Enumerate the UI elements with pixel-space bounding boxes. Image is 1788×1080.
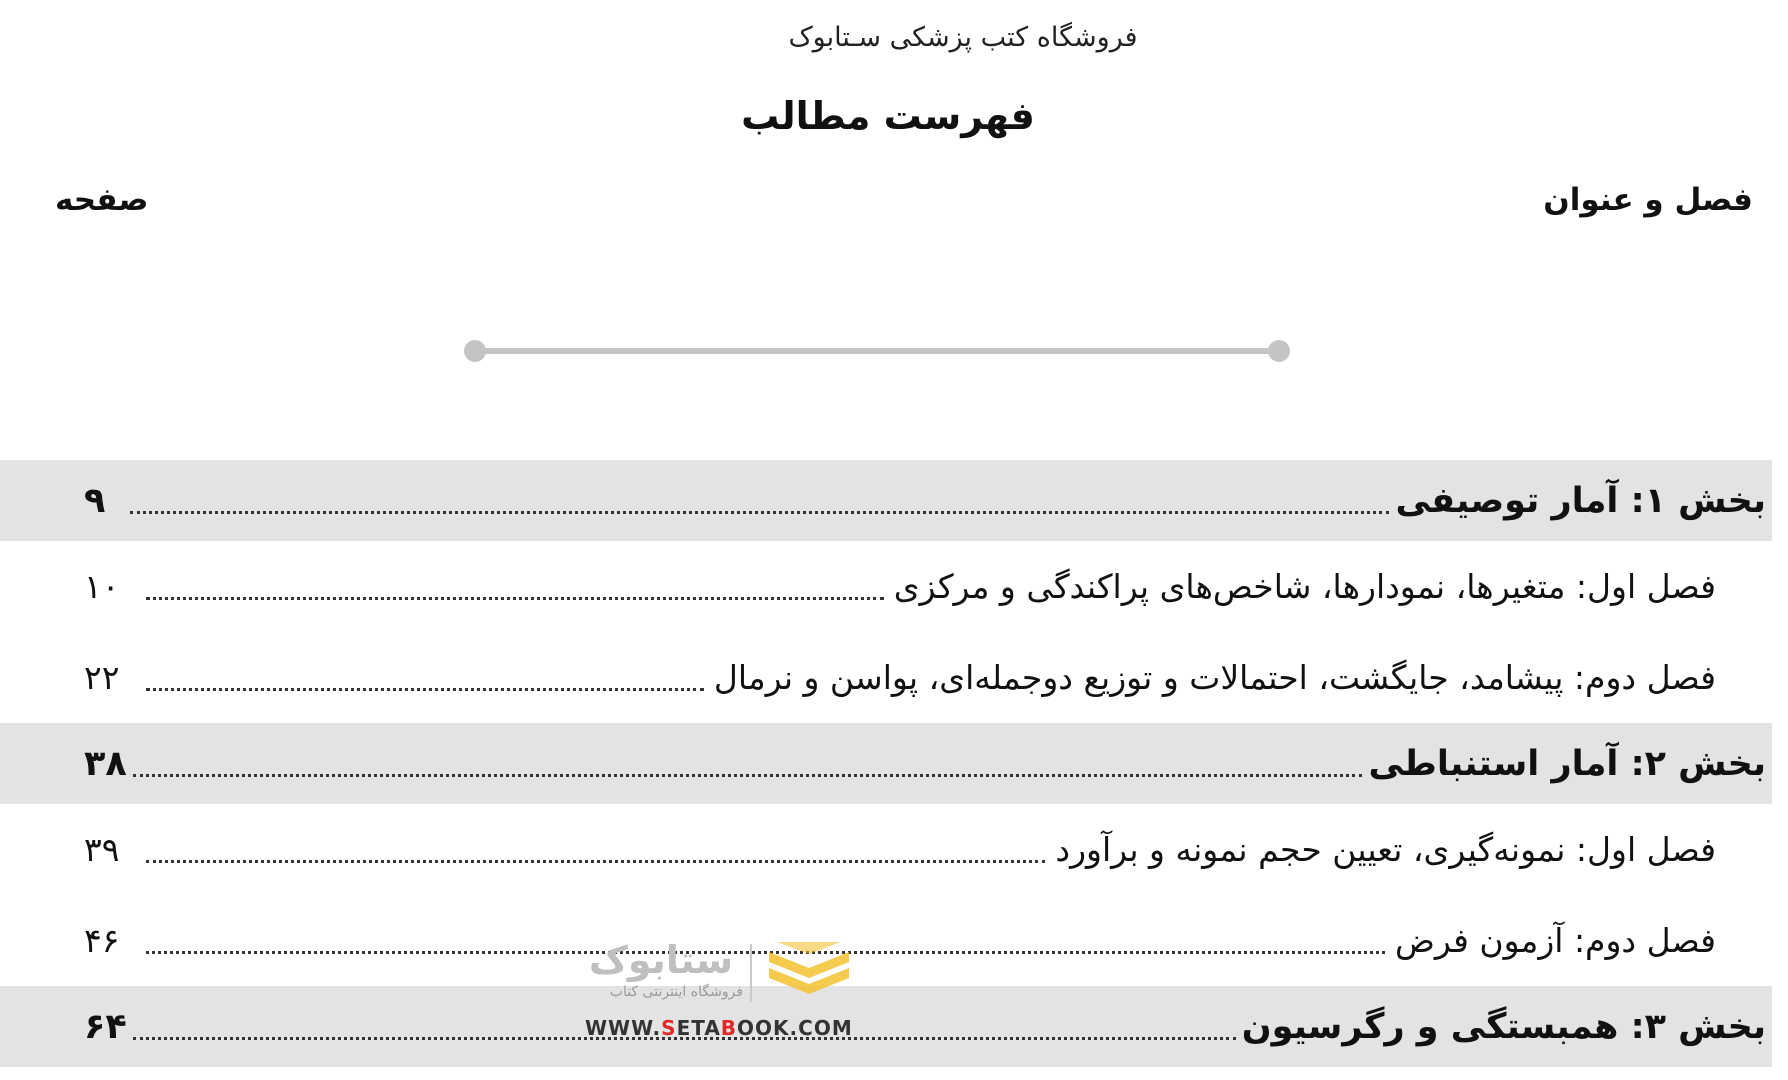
website-url bbox=[585, 1016, 853, 1040]
url-highlight-s: S bbox=[661, 1016, 677, 1040]
toc-part-row[interactable] bbox=[0, 460, 1772, 541]
toc-chapter-row[interactable] bbox=[0, 804, 1772, 895]
dot-leader bbox=[133, 774, 1363, 777]
decorative-divider bbox=[464, 340, 1290, 362]
toc-part-row[interactable] bbox=[0, 986, 1772, 1067]
column-header-chapter: فصل و عنوان bbox=[1543, 182, 1753, 218]
column-header-page: صفحه bbox=[55, 182, 149, 218]
logo-separator bbox=[750, 944, 752, 1002]
toc-chapter-row[interactable] bbox=[0, 541, 1772, 632]
url-rest: OOK.COM bbox=[737, 1016, 853, 1040]
store-name: فروشگاه کتب پزشکی سـتابوک bbox=[788, 22, 1138, 53]
divider-dot-left bbox=[464, 340, 486, 362]
page-title: فهرست مطالب bbox=[741, 94, 1035, 138]
divider-line bbox=[474, 348, 1280, 354]
url-eta: ETA bbox=[676, 1016, 721, 1040]
brand-tagline: فروشگاه اینترنتی کتاب bbox=[609, 984, 743, 1000]
toc-page-number: ۳۸ bbox=[84, 743, 127, 784]
brand-wordmark: ستابوک bbox=[588, 938, 734, 982]
toc-chapter-row[interactable] bbox=[0, 895, 1772, 986]
toc-chapter-title: فصل اول: نمونه‌گیری، تعیین حجم نمونه و برآورد bbox=[1055, 830, 1716, 869]
dot-leader bbox=[130, 511, 1389, 514]
toc-page-number: ۳۹ bbox=[84, 830, 120, 869]
toc-page-number: ۱۰ bbox=[84, 567, 120, 606]
toc-chapter-title: فصل دوم: پیشامد، جایگشت، احتمالات و توزیع دوجمله‌ای، پواسن و نرمال bbox=[713, 658, 1716, 697]
toc-part-title: بخش ۱: آمار توصیفی bbox=[1395, 480, 1766, 521]
toc-page-number: ۲۲ bbox=[84, 658, 120, 697]
table-of-contents bbox=[0, 460, 1772, 1067]
toc-chapter-title: فصل اول: متغیرها، نمودارها، شاخص‌های پراکندگی و مرکزی bbox=[893, 567, 1716, 606]
toc-page-number: ۶۴ bbox=[84, 1006, 127, 1047]
setabook-watermark bbox=[575, 938, 865, 1048]
url-highlight-b: B bbox=[720, 1016, 738, 1040]
toc-page-number: ۴۶ bbox=[84, 921, 120, 960]
toc-part-title: بخش ۳: همبستگی و رگرسیون bbox=[1241, 1006, 1766, 1047]
url-prefix: WWW. bbox=[585, 1016, 662, 1040]
dot-leader bbox=[146, 688, 704, 691]
toc-part-row[interactable] bbox=[0, 723, 1772, 804]
book-logo-icon bbox=[767, 938, 851, 1000]
toc-part-title: بخش ۲: آمار استنباطی bbox=[1368, 743, 1766, 784]
dot-leader bbox=[146, 860, 1045, 863]
toc-chapter-title: فصل دوم: آزمون فرض bbox=[1395, 921, 1716, 960]
divider-dot-right bbox=[1268, 340, 1290, 362]
dot-leader bbox=[146, 597, 884, 600]
toc-chapter-row[interactable] bbox=[0, 632, 1772, 723]
toc-page-number: ۹ bbox=[84, 480, 106, 521]
